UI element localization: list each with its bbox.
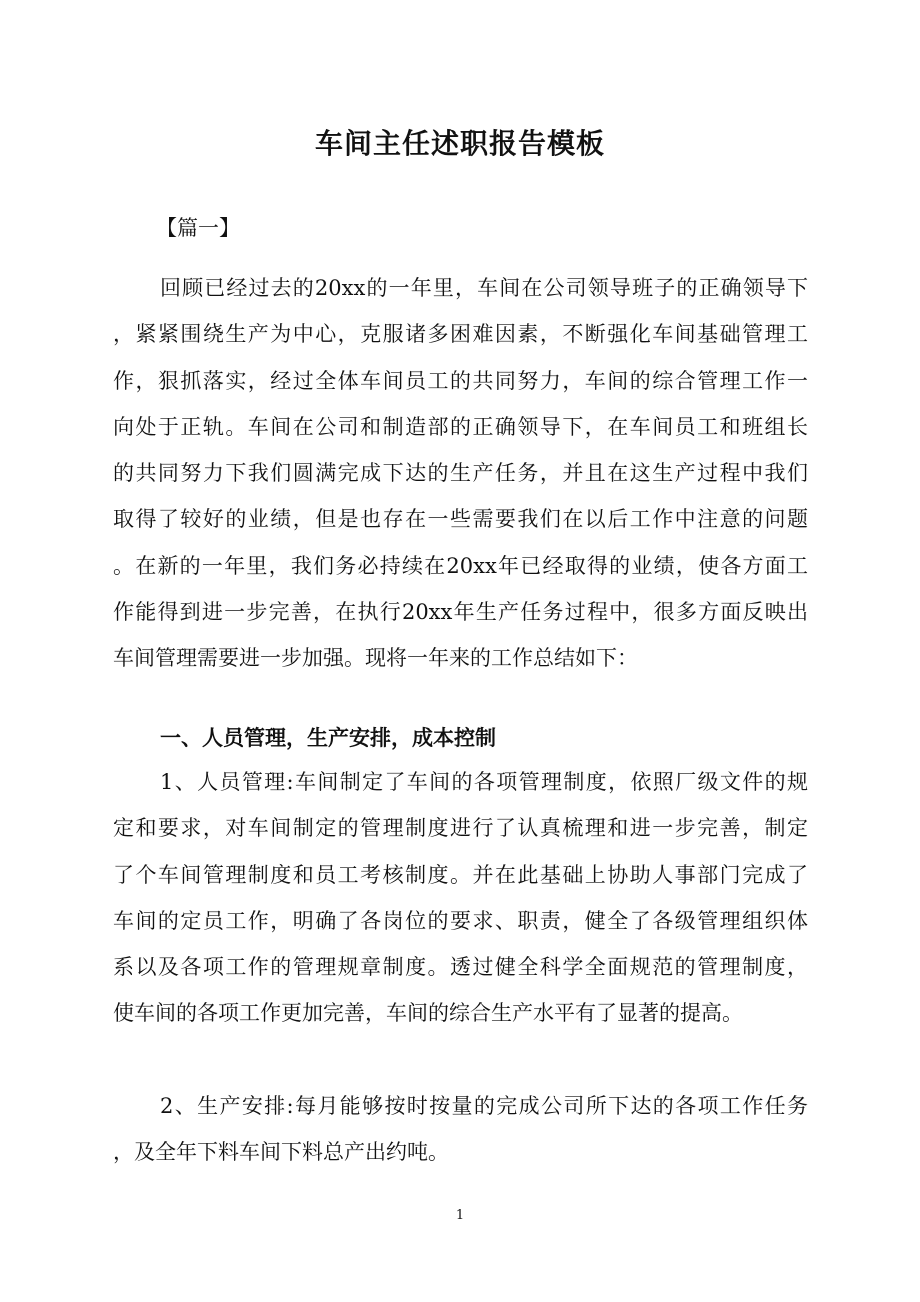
paragraph-personnel	[113, 759, 808, 1037]
text-line: 定和要求，对车间制定的管理制度进行了认真梳理和进一步完善，制定	[113, 816, 808, 841]
paragraph-production	[113, 1083, 808, 1176]
text-line: 作，狠抓落实，经过全体车间员工的共同努力，车间的综合管理工作一	[113, 368, 808, 393]
text-line: 使车间的各项工作更加完善，车间的综合生产水平有了显著的提高。	[113, 1001, 743, 1026]
text-line: 2、生产安排:每月能够按时按量的完成公司所下达的各项工作任务	[160, 1094, 808, 1118]
text-line: 1、人员管理:车间制定了车间的各项管理制度，依照厂级文件的规	[160, 770, 808, 794]
text-line: ，及全年下料车间下料总产出约吨。	[113, 1140, 449, 1165]
section-heading: 一、人员管理，生产安排，成本控制	[160, 725, 496, 750]
text-line: 。在新的一年里，我们务必持续在20xx年已经取得的业绩，使各方面工	[113, 553, 808, 578]
text-line: 了个车间管理制度和员工考核制度。并在此基础上协助人事部门完成了	[113, 862, 808, 887]
text-line: 的共同努力下我们圆满完成下达的生产任务，并且在这生产过程中我们	[113, 461, 808, 486]
text-line: 取得了较好的业绩，但是也存在一些需要我们在以后工作中注意的问题	[113, 507, 808, 532]
text-line: 系以及各项工作的管理规章制度。透过健全科学全面规范的管理制度，	[113, 955, 808, 980]
document-title: 车间主任述职报告模板	[314, 127, 605, 160]
text-line: 回顾已经过去的20xx的一年里，车间在公司领导班子的正确领导下	[160, 276, 808, 300]
page-number: 1	[455, 1208, 465, 1223]
text-line: 作能得到进一步完善，在执行20xx年生产任务过程中，很多方面反映出	[113, 600, 808, 625]
text-line: 车间的定员工作，明确了各岗位的要求、职责，健全了各级管理组织体	[113, 908, 808, 933]
text-line: 车间管理需要进一步加强。现将一年来的工作总结如下：	[113, 646, 638, 671]
paragraph-intro	[113, 265, 808, 682]
section-label: 【篇一】	[156, 216, 240, 240]
text-line: 向处于正轨。车间在公司和制造部的正确领导下，在车间员工和班组长	[113, 414, 808, 439]
text-line: ，紧紧围绕生产为中心，克服诸多困难因素，不断强化车间基础管理工	[113, 322, 808, 347]
